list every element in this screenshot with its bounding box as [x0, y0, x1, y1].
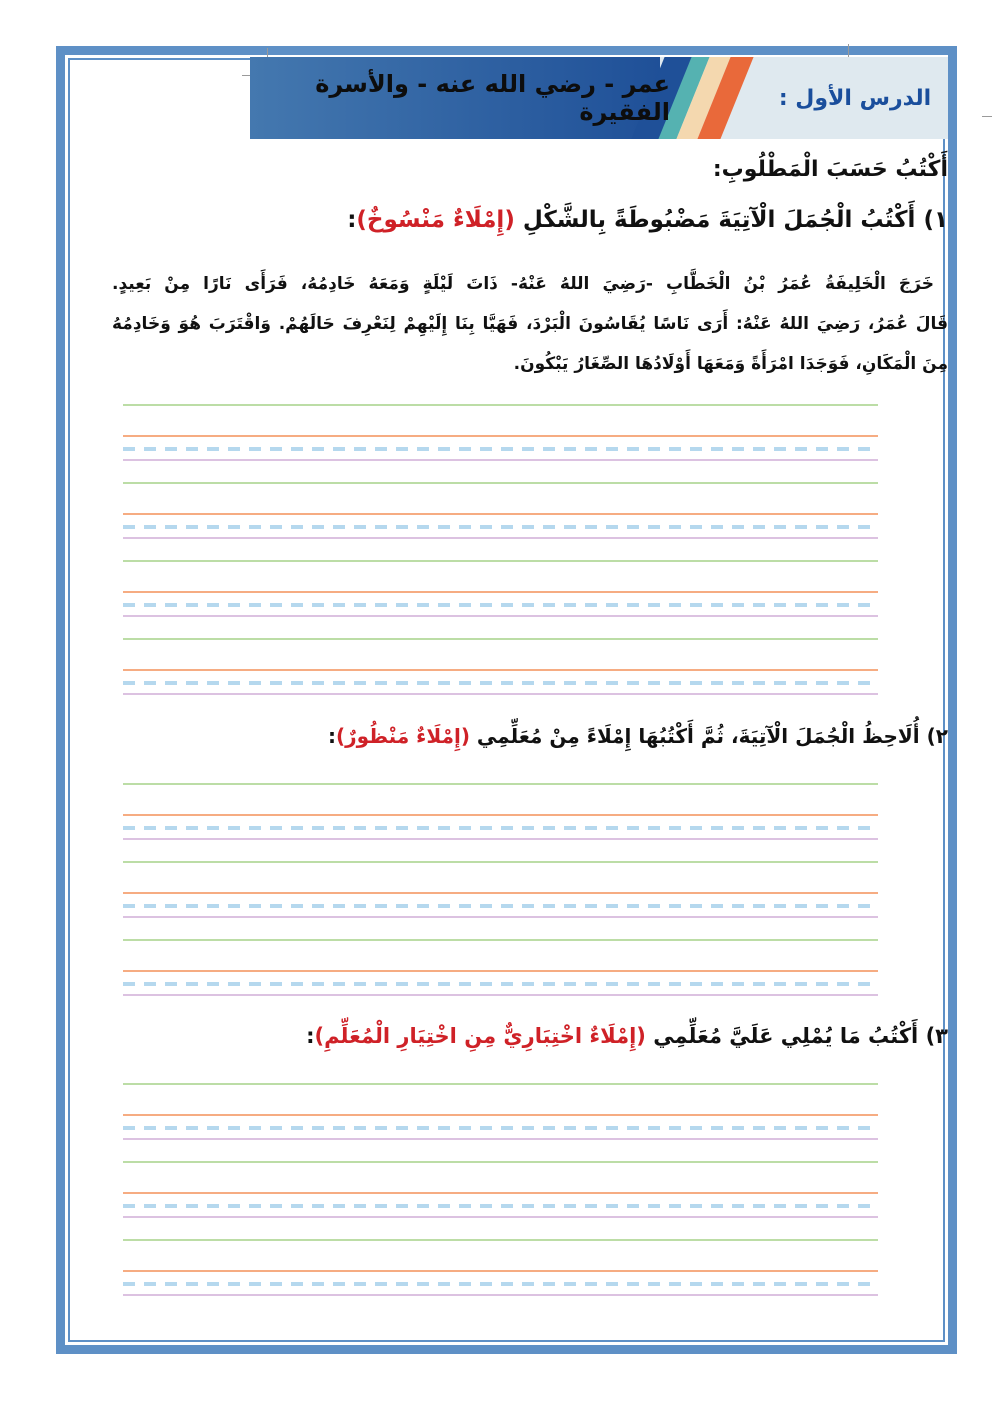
exercise-2-heading-text: ٢) أُلَاحِظُ الْجُمَلَ الْآتِيَةَ، ثُمَّ أَكْتُبُهَا إِمْلَاءً مِنْ مُعَلِّمِي: [469, 724, 948, 748]
writing-lines-section-1: [123, 404, 878, 696]
exercise-2-heading-colon: :: [327, 724, 336, 748]
ruling-line-green: [123, 560, 878, 562]
ruling-line-purple: [123, 693, 878, 695]
passage-line: مِنَ الْمَكَانِ، فَوَجَدَا امْرَأَةً وَمَعَهَا أَوْلَادُهَا الصِّغَارُ يَبْكُونَ.: [513, 354, 948, 374]
ruling-line-purple: [123, 916, 878, 918]
ruling-line-orange: [123, 1270, 878, 1272]
ruling-line-purple: [123, 615, 878, 617]
ruling-line-green: [123, 783, 878, 785]
crop-mark: [982, 116, 992, 117]
ruling-line-purple: [123, 994, 878, 996]
ruling-line-dashed: [123, 904, 878, 908]
lesson-number-label: الدرس الأول :: [778, 85, 932, 111]
ruling-line-purple: [123, 1294, 878, 1296]
exercise-1-heading-red: (إِمْلَاءٌ مَنْسُوخٌ): [356, 207, 515, 233]
ruling-line-green: [123, 1083, 878, 1085]
exercise-3-heading-red: (إِمْلَاءٌ اخْتِبَارِيٌّ مِنِ اخْتِيَارِ الْمُعَلِّمِ): [314, 1024, 646, 1048]
ruling-line-purple: [123, 459, 878, 461]
writing-line-group: [123, 560, 878, 618]
ruling-line-green: [123, 861, 878, 863]
ruling-line-green: [123, 404, 878, 406]
ruling-line-dashed: [123, 826, 878, 830]
ruling-line-purple: [123, 1216, 878, 1218]
passage-line: قَالَ عُمَرُ، رَضِيَ اللهُ عَنْهُ: أَرَى نَاسًا يُقَاسُونَ الْبَرْدَ، فَهَيَّا بِنَا إِلَيْهِمْ لِنَعْرِفَ حَالَهُمْ. وَاقْتَرَبَ هُوَ وَخَادِمُهُ: [112, 314, 948, 334]
ruling-line-orange: [123, 970, 878, 972]
ruling-line-orange: [123, 1192, 878, 1194]
exercise-1-heading-text: ١) أَكْتُبُ الْجُمَلَ الْآتِيَةَ مَضْبُوطَةً بِالشَّكْلِ: [514, 207, 948, 233]
ruling-line-dashed: [123, 681, 878, 685]
exercise-3-heading-text: ٣) أَكْتُبُ مَا يُمْلِي عَلَيَّ مُعَلِّمِي: [645, 1024, 948, 1048]
writing-line-group: [123, 638, 878, 696]
ruling-line-green: [123, 1239, 878, 1241]
ruling-line-purple: [123, 537, 878, 539]
ruling-line-orange: [123, 669, 878, 671]
passage-line: خَرَجَ الْخَلِيفَةُ عُمَرُ بْنُ الْخَطَّابِ -رَضِيَ اللهُ عَنْهُ- ذَاتَ لَيْلَةٍ وَمَعَهُ خَادِمُهُ، فَرَأَى نَارًا مِنْ بَعِيدٍ.: [112, 274, 934, 294]
writing-line-group: [123, 783, 878, 841]
exercise-3-heading-colon: :: [306, 1024, 315, 1048]
writing-line-group: [123, 861, 878, 919]
ruling-line-purple: [123, 1138, 878, 1140]
main-heading: أَكْتُبُ حَسَبَ الْمَطْلُوبِ:: [712, 157, 948, 182]
writing-line-group: [123, 1239, 878, 1297]
ruling-line-dashed: [123, 1126, 878, 1130]
ruling-line-green: [123, 638, 878, 640]
writing-line-group: [123, 939, 878, 997]
ruling-line-green: [123, 482, 878, 484]
ruling-line-orange: [123, 1114, 878, 1116]
exercise-2-heading-red: (إِمْلَاءٌ مَنْظُورٌ): [335, 724, 470, 748]
header-banner: [250, 57, 948, 139]
ruling-line-purple: [123, 838, 878, 840]
ruling-line-dashed: [123, 525, 878, 529]
ruling-line-dashed: [123, 447, 878, 451]
ruling-line-orange: [123, 892, 878, 894]
exercise-1-heading-colon: :: [347, 207, 357, 233]
ruling-line-green: [123, 1161, 878, 1163]
writing-lines-section-3: [123, 1083, 878, 1297]
lesson-title: عمر - رضي الله عنه - والأسرة الفقيرة: [315, 70, 670, 126]
dictation-passage: [112, 264, 948, 384]
ruling-line-dashed: [123, 1204, 878, 1208]
ruling-line-dashed: [123, 603, 878, 607]
ruling-line-orange: [123, 591, 878, 593]
ruling-line-dashed: [123, 1282, 878, 1286]
exercise-1-heading: [90, 207, 948, 233]
ruling-line-dashed: [123, 982, 878, 986]
exercise-3-heading: [90, 1024, 948, 1048]
writing-line-group: [123, 1083, 878, 1141]
writing-line-group: [123, 1161, 878, 1219]
ruling-line-green: [123, 939, 878, 941]
writing-line-group: [123, 482, 878, 540]
exercise-2-heading: [90, 724, 948, 748]
writing-lines-section-2: [123, 783, 878, 997]
ruling-line-orange: [123, 513, 878, 515]
ruling-line-orange: [123, 814, 878, 816]
writing-line-group: [123, 404, 878, 462]
ruling-line-orange: [123, 435, 878, 437]
